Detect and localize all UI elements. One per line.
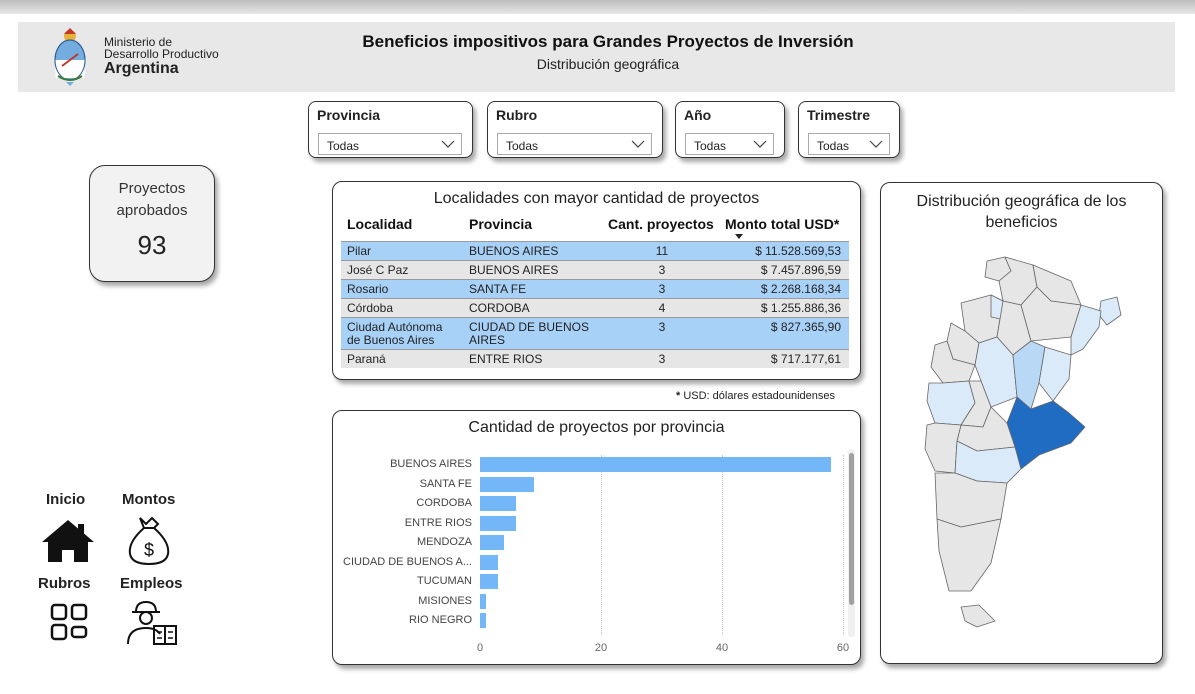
cell-cant-proyectos: 3 — [658, 352, 666, 366]
kpi-value: 93 — [137, 230, 167, 260]
cell-monto: $ 827.365,90 — [770, 320, 841, 334]
gridline — [601, 455, 602, 635]
col-localidad[interactable]: Localidad — [347, 216, 413, 232]
x-tick-label: 20 — [594, 642, 608, 654]
filter-trimestre[interactable] — [798, 101, 900, 158]
kpi-label — [90, 178, 214, 222]
category-label: TUCUMAN — [417, 575, 472, 587]
x-tick-label: 0 — [476, 642, 484, 654]
kpi-label-line2: aprobados — [116, 202, 188, 219]
chevron-down-icon — [869, 138, 883, 150]
category-label: CORDOBA — [416, 497, 472, 509]
bar[interactable] — [480, 613, 486, 628]
sort-desc-icon — [735, 234, 743, 239]
filter-value: Todas — [327, 139, 360, 153]
bar[interactable] — [480, 457, 831, 472]
proyectos-por-provincia-card — [332, 410, 861, 665]
cell-localidad: Paraná — [347, 352, 386, 366]
bar[interactable] — [480, 555, 498, 570]
cell-localidad: Ciudad Autónoma de Buenos Aires — [347, 320, 443, 347]
filter-label: Rubro — [496, 107, 538, 123]
cell-localidad: Pilar — [347, 244, 372, 258]
filter-value: Todas — [506, 139, 539, 153]
svg-text:$: $ — [143, 540, 155, 560]
filter-anio[interactable] — [675, 101, 785, 158]
table-row[interactable] — [341, 260, 849, 279]
cell-provincia: BUENOS AIRES — [469, 263, 559, 277]
table-row[interactable] — [341, 349, 849, 368]
filter-trimestre-select[interactable] — [808, 133, 890, 155]
table-row[interactable] — [341, 317, 849, 349]
map-misiones[interactable] — [1099, 297, 1121, 325]
cell-localidad: Córdoba — [347, 301, 394, 315]
cell-monto: $ 11.528.569,53 — [755, 244, 841, 258]
cell-provincia: CIUDAD DE BUENOS AIRES — [469, 320, 590, 347]
map-title — [881, 191, 1162, 233]
bar[interactable] — [480, 477, 534, 492]
filter-value: Todas — [817, 139, 850, 153]
category-label: RIO NEGRO — [409, 614, 472, 626]
category-label: BUENOS AIRES — [390, 458, 472, 470]
cell-localidad: José C Paz — [347, 263, 409, 277]
cell-monto: $ 1.255.886,36 — [760, 301, 841, 315]
filter-label: Trimestre — [807, 107, 871, 123]
bar[interactable] — [480, 516, 516, 531]
home-icon[interactable] — [40, 518, 96, 564]
nav-montos-label: Montos — [122, 491, 176, 508]
cell-monto: $ 7.457.896,59 — [760, 263, 841, 277]
chart-scrollbar[interactable] — [848, 449, 855, 637]
gridline — [843, 455, 844, 635]
cell-provincia: BUENOS AIRES — [469, 244, 559, 258]
cell-cant-proyectos: 11 — [655, 244, 669, 258]
table-row[interactable] — [341, 241, 849, 260]
footnote-text: USD: dólares estadounidenses — [680, 390, 835, 402]
table-header — [345, 212, 847, 240]
bar[interactable] — [480, 535, 504, 550]
map-santacruz[interactable] — [937, 519, 1001, 591]
gridline — [722, 455, 723, 635]
bar-chart-title: Cantidad de proyectos por provincia — [468, 419, 725, 436]
cell-localidad: Rosario — [347, 282, 389, 296]
chevron-down-icon — [753, 138, 767, 150]
map-tierradelfuego[interactable] — [961, 605, 995, 627]
x-tick-label: 40 — [715, 642, 729, 654]
nav-empleos-label: Empleos — [120, 575, 183, 592]
grid-icon[interactable] — [50, 603, 90, 641]
filter-anio-select[interactable] — [685, 133, 774, 155]
category-label: MISIONES — [418, 594, 472, 607]
filter-rubro-select[interactable] — [497, 133, 652, 155]
page-subtitle: Distribución geográfica — [536, 56, 680, 72]
bar[interactable] — [480, 574, 498, 589]
page-title: Beneficios impositivos para Grandes Proyectos de Inversión — [362, 32, 854, 51]
ministry-line1: Ministerio de — [104, 35, 173, 49]
cell-cant-proyectos: 4 — [658, 301, 666, 315]
cell-provincia: ENTRE RIOS — [469, 352, 543, 366]
cell-monto: $ 2.268.168,34 — [760, 282, 841, 296]
filter-value: Todas — [694, 139, 727, 153]
map-buenosaires[interactable] — [1007, 397, 1085, 469]
kpi-label-line1: Proyectos — [118, 180, 186, 197]
category-label: MENDOZA — [417, 536, 472, 548]
map-title-line1: Distribución geográfica de los — [916, 193, 1127, 210]
filter-label: Provincia — [317, 107, 381, 123]
worker-icon[interactable] — [124, 598, 180, 646]
cell-cant-proyectos: 3 — [658, 282, 666, 296]
footnote-star: * — [676, 390, 681, 402]
bar[interactable] — [480, 594, 486, 609]
cell-cant-proyectos: 3 — [658, 320, 666, 334]
category-label: ENTRE RIOS — [404, 516, 472, 529]
cell-monto: $ 717.177,61 — [770, 352, 841, 366]
table-row[interactable] — [341, 298, 849, 317]
table-title: Localidades con mayor cantidad de proyectos — [433, 190, 760, 207]
map-title-line2: beneficios — [985, 214, 1058, 231]
filter-provincia-select[interactable] — [318, 133, 462, 155]
nav-rubros-label: Rubros — [38, 575, 91, 592]
scrollbar-thumb[interactable] — [849, 453, 854, 605]
filter-provincia[interactable] — [308, 101, 473, 158]
chevron-down-icon — [631, 138, 645, 150]
bar[interactable] — [480, 496, 516, 511]
x-tick-label: 60 — [836, 642, 850, 654]
localidades-table-card — [332, 181, 861, 380]
chevron-down-icon — [441, 138, 455, 150]
map-entrerios[interactable] — [1039, 347, 1071, 401]
cell-cant-proyectos: 3 — [658, 263, 666, 277]
header-bar — [18, 22, 1175, 92]
kpi-proyectos-aprobados — [89, 165, 215, 282]
col-monto-total[interactable]: Monto total USD* — [725, 216, 840, 232]
filter-rubro[interactable] — [487, 101, 663, 158]
table-row[interactable] — [341, 279, 849, 298]
ministry-line2: Desarrollo Productivo — [104, 47, 219, 61]
cell-provincia: CORDOBA — [469, 301, 530, 315]
argentina-map[interactable] — [921, 251, 1131, 651]
col-provincia[interactable]: Provincia — [469, 216, 533, 232]
filter-label: Año — [684, 107, 712, 123]
money-bag-icon[interactable] — [124, 514, 174, 566]
map-card — [880, 182, 1163, 664]
cell-provincia: SANTA FE — [469, 282, 527, 296]
nav-inicio-label: Inicio — [46, 491, 86, 508]
category-label: CIUDAD DE BUENOS A... — [343, 555, 472, 568]
country-name: Argentina — [104, 60, 179, 77]
category-label: SANTA FE — [419, 477, 472, 490]
top-strip — [0, 0, 1195, 14]
usd-footnote — [676, 390, 835, 402]
col-cant-proyectos[interactable]: Cant. proyectos — [608, 216, 714, 232]
